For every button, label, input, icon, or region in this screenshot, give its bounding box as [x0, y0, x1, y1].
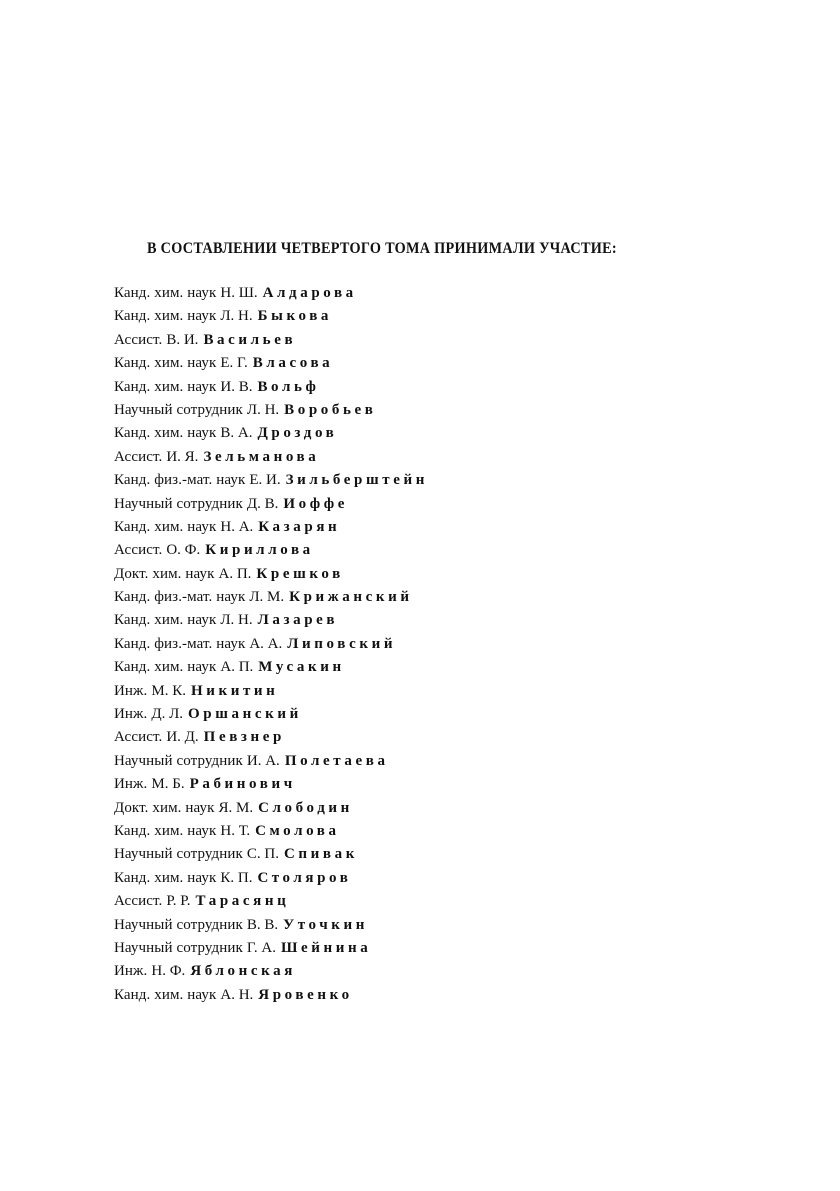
contributor-entry: [114, 960, 428, 983]
contributor-initials: А. А.: [249, 635, 283, 652]
contributor-initials: И. В.: [220, 378, 253, 395]
contributor-entry: [114, 937, 428, 960]
contributor-title: Канд. хим. наук: [114, 612, 217, 629]
contributor-surname: Дроздов: [257, 425, 338, 442]
contributor-entry: [114, 703, 428, 726]
contributor-entry: [114, 680, 428, 703]
contributor-entry: [114, 609, 428, 632]
contributor-initials: Я. М.: [218, 799, 254, 816]
contributor-initials: В. И.: [166, 331, 199, 348]
contributor-title: Ассист.: [114, 448, 163, 465]
contributor-entry: [114, 282, 428, 305]
contributor-surname: Спивак: [283, 846, 358, 863]
contributor-title: Канд. хим. наук: [114, 986, 217, 1003]
contributor-title: Инж.: [114, 706, 148, 723]
contributor-surname: Смолова: [255, 822, 340, 839]
contributor-initials: Л. Н.: [220, 308, 253, 325]
contributor-initials: Л. М.: [249, 589, 285, 606]
contributor-title: Ассист.: [114, 893, 163, 910]
contributor-initials: Н. А.: [220, 518, 254, 535]
contributor-surname: Яблонская: [190, 963, 296, 980]
contributor-surname: Тарасянц: [195, 893, 290, 910]
contributor-initials: Н. Ш.: [220, 285, 258, 301]
contributor-initials: В. В.: [246, 916, 279, 933]
contributor-initials: Г. А.: [246, 939, 276, 956]
contributor-initials: А. П.: [218, 565, 252, 582]
contributor-initials: Р. Р.: [166, 893, 191, 910]
contributor-entry: [114, 750, 428, 773]
page-heading: В СОСТАВЛЕНИИ ЧЕТВЕРТОГО ТОМА ПРИНИМАЛИ УЧАСТИЕ:: [147, 240, 617, 257]
contributor-initials: В. А.: [220, 425, 253, 442]
contributor-initials: Н. Ф.: [151, 963, 186, 980]
contributor-entry: [114, 469, 428, 492]
contributor-title: Научный сотрудник: [114, 939, 243, 956]
contributor-title: Научный сотрудник: [114, 846, 243, 863]
contributor-title: Докт. хим. наук: [114, 799, 215, 816]
contributor-entry: [114, 352, 428, 375]
contributor-surname: Полетаева: [284, 752, 389, 769]
contributor-entry: [114, 726, 428, 749]
contributor-initials: Н. Т.: [220, 822, 251, 839]
contributor-entry: [114, 867, 428, 890]
contributor-title: Канд. хим. наук: [114, 822, 217, 839]
contributor-title: Инж.: [114, 963, 148, 980]
contributor-title: Канд. хим. наук: [114, 869, 217, 886]
contributor-surname: Столяров: [257, 869, 352, 886]
contributor-entry: [114, 422, 428, 445]
contributor-initials: А. Н.: [220, 986, 254, 1003]
contributor-surname: Быкова: [257, 308, 333, 325]
contributor-entry: [114, 399, 428, 422]
contributor-title: Канд. физ.-мат. наук: [114, 635, 246, 652]
contributor-surname: Вольф: [257, 378, 320, 395]
contributor-entry: [114, 656, 428, 679]
contributor-initials: А. П.: [220, 659, 254, 676]
contributor-title: Канд. хим. наук: [114, 355, 217, 372]
contributor-title: Научный сотрудник: [114, 495, 243, 512]
contributor-surname: Иоффе: [283, 495, 348, 512]
contributor-initials: Е. Г.: [220, 355, 248, 372]
contributor-surname: Лазарев: [257, 612, 339, 629]
contributor-entry: [114, 446, 428, 469]
contributor-entry: [114, 329, 428, 352]
contributor-surname: Крешков: [256, 565, 344, 582]
contributor-surname: Крижанский: [289, 589, 413, 606]
contributor-initials: И. Д.: [166, 729, 199, 746]
contributor-title: Ассист.: [114, 331, 163, 348]
contributor-entry: [114, 633, 428, 656]
contributor-surname: Воробьев: [284, 401, 377, 418]
contributor-title: Научный сотрудник: [114, 401, 243, 418]
contributor-initials: С. П.: [246, 846, 279, 863]
contributor-surname: Оршанский: [188, 706, 302, 723]
contributor-initials: Л. Н.: [246, 401, 280, 418]
contributor-surname: Никитин: [190, 682, 279, 699]
contributor-title: Канд. хим. наук: [114, 518, 217, 535]
contributor-title: Ассист.: [114, 542, 163, 559]
contributor-title: Канд. хим. наук: [114, 659, 217, 676]
contributor-entry: [114, 586, 428, 609]
contributor-title: Научный сотрудник: [114, 752, 243, 769]
contributor-title: Канд. хим. наук: [114, 425, 217, 442]
contributor-initials: М. Б.: [151, 776, 185, 793]
contributor-initials: Д. В.: [246, 495, 279, 512]
contributor-entry: [114, 376, 428, 399]
contributors-list: [114, 282, 428, 1007]
contributor-initials: М. К.: [151, 682, 186, 699]
contributor-surname: Кириллова: [205, 542, 314, 559]
contributor-surname: Слободин: [258, 799, 353, 816]
contributor-surname: Шейнина: [280, 939, 372, 956]
contributor-title: Инж.: [114, 682, 148, 699]
contributor-surname: Васильев: [203, 331, 297, 348]
contributor-surname: Зильберштейн: [285, 472, 428, 489]
contributor-initials: Е. И.: [249, 472, 281, 489]
contributor-entry: [114, 516, 428, 539]
contributor-title: Инж.: [114, 776, 148, 793]
contributor-title: Ассист.: [114, 729, 163, 746]
contributor-surname: Рабинович: [189, 776, 296, 793]
contributor-title: Канд. хим. наук: [114, 285, 217, 301]
contributor-entry: [114, 890, 428, 913]
contributor-surname: Алдарова: [262, 285, 357, 301]
contributor-entry: [114, 820, 428, 843]
contributor-initials: О. Ф.: [166, 542, 201, 559]
contributor-title: Канд. хим. наук: [114, 378, 217, 395]
contributor-initials: И. А.: [246, 752, 280, 769]
contributor-surname: Казарян: [258, 518, 341, 535]
contributor-title: Докт. хим. наук: [114, 565, 215, 582]
contributor-title: Канд. физ.-мат. наук: [114, 589, 246, 606]
contributor-entry: [114, 539, 428, 562]
contributor-surname: Певзнер: [203, 729, 285, 746]
contributor-entry: [114, 305, 428, 328]
contributor-title: Научный сотрудник: [114, 916, 243, 933]
contributor-entry: [114, 773, 428, 796]
contributor-title: Канд. хим. наук: [114, 308, 217, 325]
contributor-initials: И. Я.: [166, 448, 199, 465]
contributor-surname: Липовский: [287, 635, 397, 652]
contributor-initials: Д. Л.: [151, 706, 184, 723]
contributor-surname: Власова: [252, 355, 334, 372]
contributor-entry: [114, 843, 428, 866]
contributor-entry: [114, 984, 428, 1007]
contributor-initials: Л. Н.: [220, 612, 253, 629]
contributor-entry: [114, 797, 428, 820]
contributor-entry: [114, 563, 428, 586]
contributor-initials: К. П.: [220, 869, 253, 886]
contributor-surname: Мусакин: [258, 659, 345, 676]
contributor-surname: Яровенко: [258, 986, 353, 1003]
contributor-entry: [114, 493, 428, 516]
contributor-entry: [114, 914, 428, 937]
contributor-title: Канд. физ.-мат. наук: [114, 472, 246, 489]
contributor-surname: Зельманова: [203, 448, 320, 465]
contributor-surname: Уточкин: [283, 916, 369, 933]
